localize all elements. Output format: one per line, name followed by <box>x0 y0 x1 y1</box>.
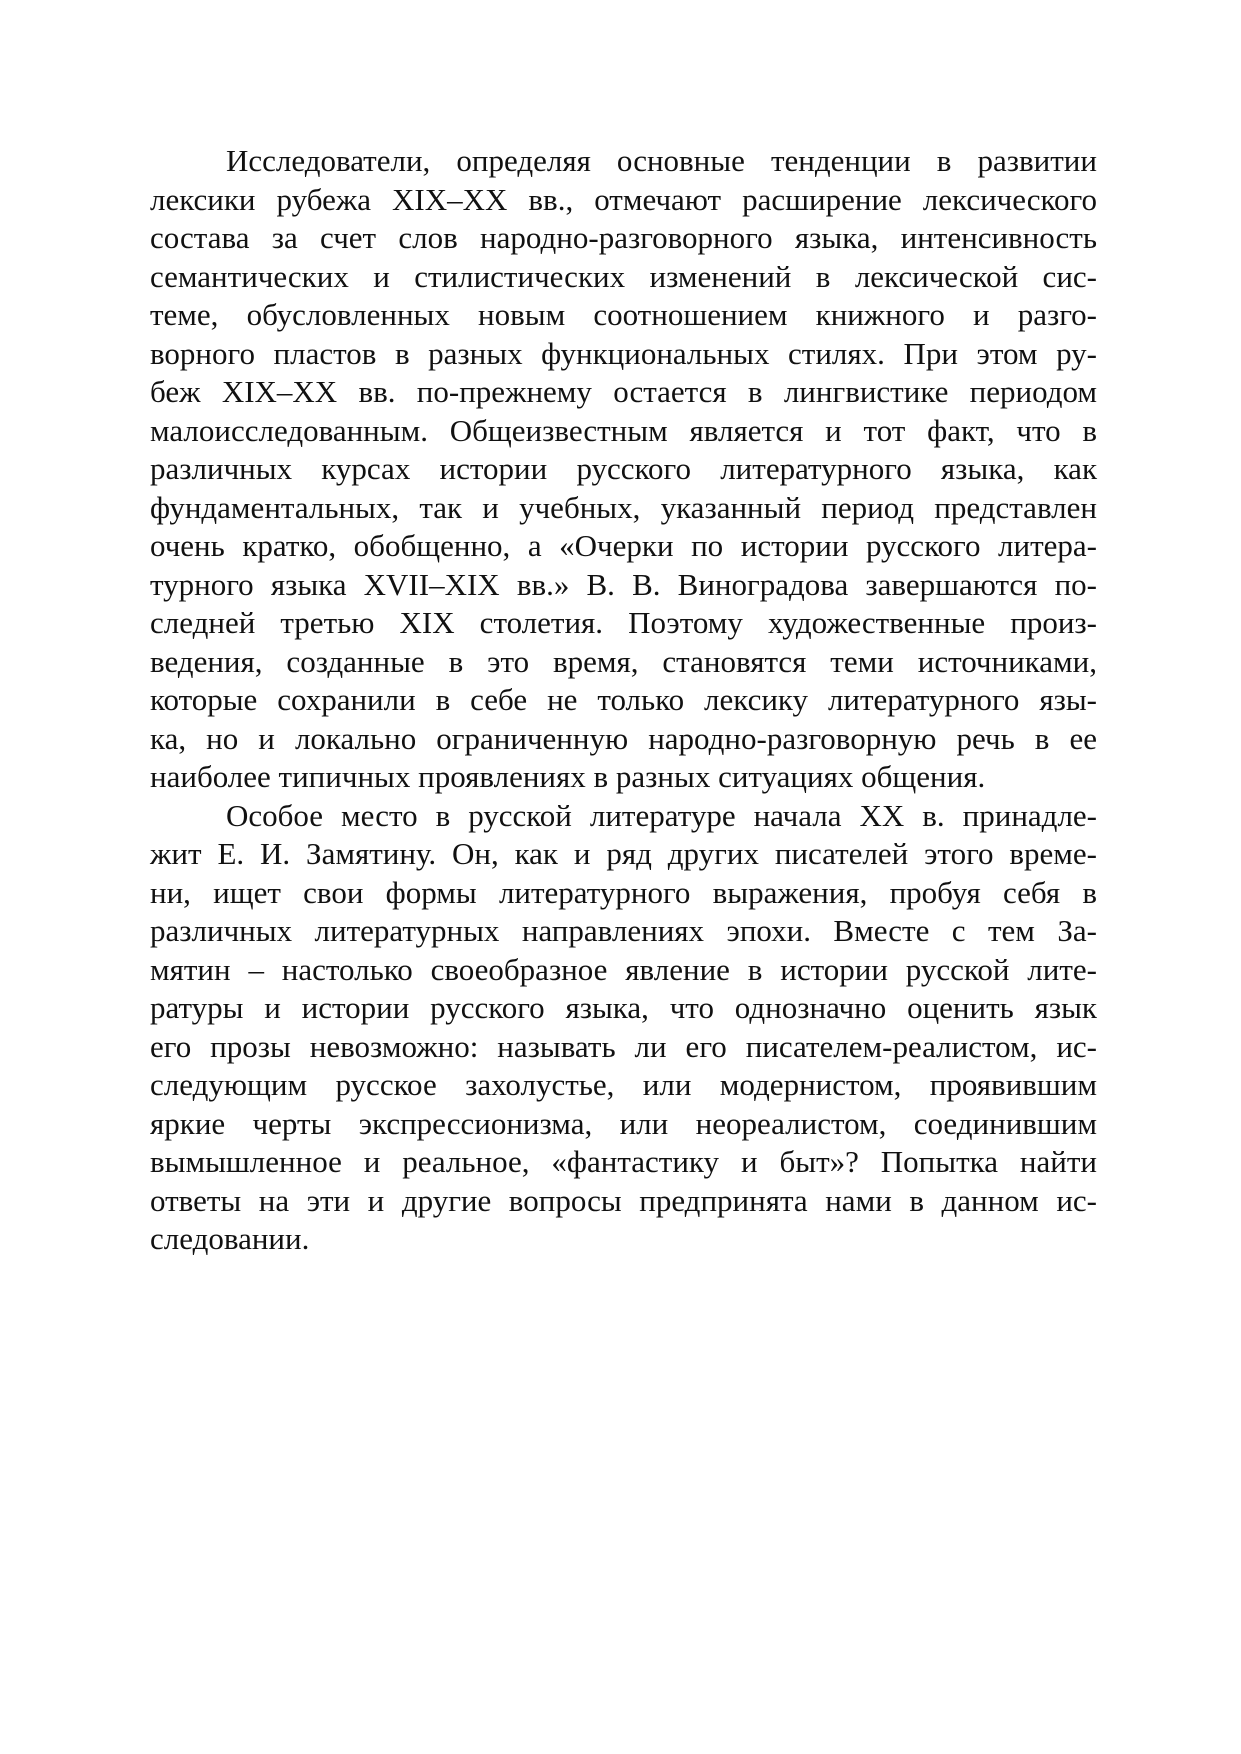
text-line: ответы на эти и другие вопросы предпринята нами в данном ис- <box>150 1182 1097 1218</box>
text-line: следней третью XIX столетия. Поэтому художественные произ- <box>150 605 1097 640</box>
text-line: ни, ищет свои формы литературного выражения, пробуя себя в <box>150 874 1097 910</box>
text-line: Особое место в русской литературе начала XX в. принадле- <box>226 797 1097 833</box>
text-line: следовании. <box>150 1221 310 1256</box>
text-line: малоисследованным. Общеизвестным является и тот факт, что в <box>150 412 1097 448</box>
text-line: состава за счет слов народно-разговорного языка, интенсивность <box>150 220 1097 255</box>
text-line: следующим русское захолустье, или модернистом, проявившим <box>150 1067 1097 1102</box>
text-line: фундаментальных, так и учебных, указанный период представлен <box>150 489 1097 525</box>
body-text <box>150 142 1097 1259</box>
text-line: ведения, созданные в это время, становятся теми источниками, <box>150 643 1097 679</box>
text-line: лексики рубежа XIX–XX вв., отмечают расширение лексического <box>150 181 1097 217</box>
text-line: ратуры и истории русского языка, что однозначно оценить язык <box>150 990 1097 1025</box>
text-line: различных литературных направлениях эпохи. Вместе с тем За- <box>150 913 1097 948</box>
text-line: его прозы невозможно: называть ли его писателем-реалистом, ис- <box>150 1028 1097 1064</box>
text-line: Исследователи, определяя основные тенденции в развитии <box>226 143 1097 178</box>
text-line: наиболее типичных проявлениях в разных ситуациях общения. <box>150 759 986 794</box>
text-line: ка, но и локально ограниченную народно-разговорную речь в ее <box>150 720 1097 756</box>
text-line: жит Е. И. Замятину. Он, как и ряд других писателей этого време- <box>150 836 1097 871</box>
text-line: семантических и стилистических изменений в лексической сис- <box>150 258 1097 294</box>
text-line: мятин – настолько своеобразное явление в истории русской лите- <box>150 951 1097 987</box>
text-line: различных курсах истории русского литературного языка, как <box>150 451 1097 486</box>
paragraph-2 <box>150 797 1097 1259</box>
text-line: вымышленное и реальное, «фантастику и быт»? Попытка найти <box>150 1144 1097 1179</box>
text-line: беж XIX–XX вв. по-прежнему остается в лингвистике периодом <box>150 374 1097 409</box>
text-line: ворного пластов в разных функциональных стилях. При этом ру- <box>150 335 1097 371</box>
text-line: теме, обусловленных новым соотношением книжного и разго- <box>150 297 1097 332</box>
text-line: турного языка XVII–XIX вв.» В. В. Виноградова завершаются по- <box>150 566 1097 602</box>
text-line: яркие черты экспрессионизма, или неореалистом, соединившим <box>150 1105 1097 1141</box>
text-line: которые сохранили в себе не только лексику литературного язы- <box>150 682 1097 717</box>
text-line: очень кратко, обобщенно, а «Очерки по истории русского литера- <box>150 528 1097 563</box>
paragraph-1 <box>150 142 1097 797</box>
